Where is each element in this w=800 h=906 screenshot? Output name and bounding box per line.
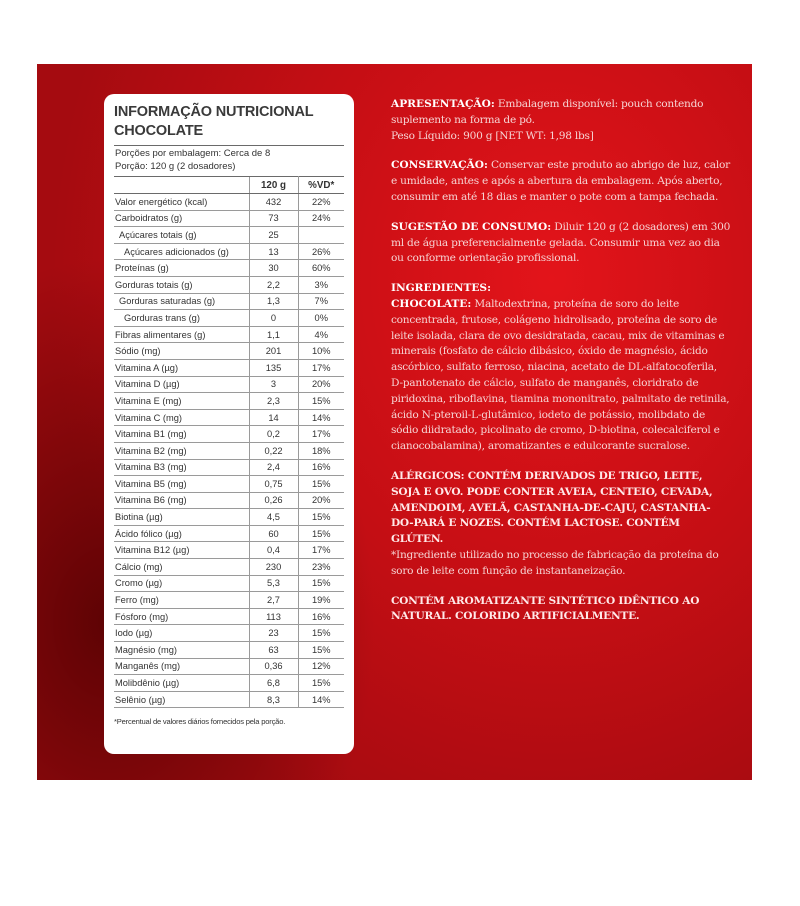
nutrient-dv: 14% — [298, 409, 344, 426]
nutrient-amount: 0,4 — [249, 542, 298, 559]
table-row — [114, 476, 344, 493]
nutrient-name: Biotina (µg) — [114, 509, 249, 526]
nutrient-dv: 4% — [298, 326, 344, 343]
label-panel — [37, 64, 752, 780]
nutrient-amount: 201 — [249, 343, 298, 360]
nutrient-dv: 15% — [298, 575, 344, 592]
table-row — [114, 210, 344, 227]
nutrient-name: Açúcares adicionados (g) — [114, 243, 249, 260]
nutrient-name: Vitamina B5 (mg) — [114, 476, 249, 493]
nutrient-dv: 15% — [298, 393, 344, 410]
table-row — [114, 310, 344, 327]
ingredients-text: Maltodextrina, proteína de soro do leite concentrada, frutose, colágeno hidrolisado, proteína de soro de leite isolada, clara de ovo desidratada, cacau, mix de vitaminas e minerais (fosfato de cálcio dibásico, óxido de magnésio, ácido ascórbico, sulfato ferroso, niacina, acetato de DL-alfatocoferila, D-pantotenato de cálcio, sulfato de manganês, cloridrato de piridoxina, riboflavina, tiamina mononitrato, palmitato de retinila, ácido N-pteroil-L-glutâmico, iodeto de potássio, molibdato de sódio diidratado, picolinato de cromo, D-biotina, colecalciferol e cianocobalamina), aromatizantes e edulcorante sucralose. — [391, 297, 730, 453]
table-row — [114, 459, 344, 476]
nutrient-dv: 17% — [298, 426, 344, 443]
servings-per-package: Porções por embalagem: Cerca de 8 — [115, 148, 271, 159]
allergens-text: ALÉRGICOS: CONTÉM DERIVADOS DE TRIGO, LEITE, SOJA E OVO. PODE CONTER AVEIA, CENTEIO, CEVADA, AMENDOIM, AVELÃ, CASTANHA-DE-CAJU, CASTANHA-DO-PARÁ E NOZES. CONTÉM LACTOSE. CONTÉM GLÚTEN. — [391, 469, 713, 546]
nutrient-name: Vitamina B6 (mg) — [114, 492, 249, 509]
nutrient-amount: 135 — [249, 359, 298, 376]
nutrient-amount: 0,75 — [249, 476, 298, 493]
table-row — [114, 243, 344, 260]
nutrition-table-body — [114, 194, 344, 708]
nutrient-name: Fibras alimentares (g) — [114, 326, 249, 343]
header-nutrient — [114, 177, 249, 194]
table-row — [114, 608, 344, 625]
table-header-row — [114, 177, 344, 194]
table-row — [114, 194, 344, 211]
table-row — [114, 393, 344, 410]
nutrient-name: Ferro (mg) — [114, 592, 249, 609]
nutrient-dv: 18% — [298, 442, 344, 459]
flavor-note: CONTÉM AROMATIZANTE SINTÉTICO IDÊNTICO AO NATURAL. COLORIDO ARTIFICIALMENTE. — [391, 594, 700, 623]
conservation-label: CONSERVAÇÃO: — [391, 159, 488, 172]
nutrient-dv: 20% — [298, 376, 344, 393]
nutrient-amount: 8,3 — [249, 691, 298, 708]
table-row — [114, 642, 344, 659]
nutrient-amount: 4,5 — [249, 509, 298, 526]
nutrient-amount: 5,3 — [249, 575, 298, 592]
nutrient-name: Selênio (µg) — [114, 691, 249, 708]
nutrient-dv: 16% — [298, 459, 344, 476]
nutrient-amount: 230 — [249, 559, 298, 576]
table-row — [114, 509, 344, 526]
conservation-block — [391, 158, 731, 205]
table-row — [114, 260, 344, 277]
table-row — [114, 525, 344, 542]
nutrient-amount: 2,4 — [249, 459, 298, 476]
table-row — [114, 492, 344, 509]
nutrient-dv: 23% — [298, 559, 344, 576]
nutrient-amount: 0,22 — [249, 442, 298, 459]
nutrient-dv: 0% — [298, 310, 344, 327]
nutrient-name: Vitamina D (µg) — [114, 376, 249, 393]
table-row — [114, 409, 344, 426]
nutrient-amount: 73 — [249, 210, 298, 227]
nutrient-name: Magnésio (mg) — [114, 642, 249, 659]
nutrient-name: Gorduras trans (g) — [114, 310, 249, 327]
nutrient-dv: 15% — [298, 509, 344, 526]
nutrient-name: Valor energético (kcal) — [114, 194, 249, 211]
presentation-block — [391, 97, 731, 144]
nutrient-amount: 14 — [249, 409, 298, 426]
nutrient-dv: 24% — [298, 210, 344, 227]
suggestion-label: SUGESTÃO DE CONSUMO: — [391, 220, 552, 233]
table-row — [114, 675, 344, 692]
table-row — [114, 658, 344, 675]
ingredients-label: INGREDIENTES: — [391, 282, 491, 295]
presentation-label: APRESENTAÇÃO: — [391, 98, 495, 110]
flavor-note-block — [391, 594, 731, 626]
nutrient-amount: 2,7 — [249, 592, 298, 609]
suggestion-text: Diluir 120 g (2 dosadores) em 300 ml de água preferencialmente gelada. Consumir uma vez ao dia ou conforme orientação profissional. — [391, 220, 731, 265]
nutrient-dv: 19% — [298, 592, 344, 609]
nutrition-table — [114, 176, 344, 708]
nutrient-name: Ácido fólico (µg) — [114, 525, 249, 542]
header-dv: %VD* — [298, 177, 344, 194]
allergens-block — [391, 469, 731, 580]
net-weight: Peso Líquido: 900 g [NET WT: 1,98 lbs] — [391, 129, 594, 142]
nutrient-dv: 22% — [298, 194, 344, 211]
nutrient-amount: 2,3 — [249, 393, 298, 410]
ingredients-block — [391, 281, 731, 455]
nutrient-dv: 14% — [298, 691, 344, 708]
nutrient-name: Vitamina B3 (mg) — [114, 459, 249, 476]
nutrient-name: Cromo (µg) — [114, 575, 249, 592]
table-row — [114, 426, 344, 443]
nutrient-dv: 16% — [298, 608, 344, 625]
nutrient-name: Vitamina C (mg) — [114, 409, 249, 426]
nutrient-name: Açúcares totais (g) — [114, 227, 249, 244]
nutrient-dv: 7% — [298, 293, 344, 310]
nutrient-name: Sódio (mg) — [114, 343, 249, 360]
table-row — [114, 625, 344, 642]
nutrient-name: Vitamina A (µg) — [114, 359, 249, 376]
nutrient-dv: 17% — [298, 359, 344, 376]
nutrient-name: Vitamina B2 (mg) — [114, 442, 249, 459]
nutrient-name: Fósforo (mg) — [114, 608, 249, 625]
table-row — [114, 542, 344, 559]
product-info-column — [391, 97, 731, 639]
nutrition-title: INFORMAÇÃO NUTRICIONAL — [114, 104, 314, 120]
header-amount: 120 g — [249, 177, 298, 194]
nutrient-name: Vitamina B12 (µg) — [114, 542, 249, 559]
nutrient-dv: 20% — [298, 492, 344, 509]
table-row — [114, 227, 344, 244]
nutrient-amount: 1,1 — [249, 326, 298, 343]
nutrient-dv: 15% — [298, 625, 344, 642]
nutrient-name: Iodo (µg) — [114, 625, 249, 642]
presentation-text: Embalagem disponível: pouch contendo suplemento na forma de pó. — [391, 98, 704, 126]
flavor-title: CHOCOLATE — [114, 123, 203, 139]
nutrient-amount: 60 — [249, 525, 298, 542]
nutrient-amount: 0,36 — [249, 658, 298, 675]
nutrient-name: Manganês (mg) — [114, 658, 249, 675]
nutrient-dv: 17% — [298, 542, 344, 559]
nutrient-amount: 63 — [249, 642, 298, 659]
nutrient-name: Vitamina E (mg) — [114, 393, 249, 410]
nutrient-amount: 25 — [249, 227, 298, 244]
table-row — [114, 343, 344, 360]
nutrient-dv: 15% — [298, 476, 344, 493]
table-row — [114, 376, 344, 393]
table-row — [114, 276, 344, 293]
nutrient-dv: 10% — [298, 343, 344, 360]
nutrient-name: Gorduras totais (g) — [114, 276, 249, 293]
nutrient-amount: 1,3 — [249, 293, 298, 310]
nutrient-name: Molibdênio (µg) — [114, 675, 249, 692]
nutrient-dv: 15% — [298, 642, 344, 659]
nutrient-amount: 113 — [249, 608, 298, 625]
table-row — [114, 293, 344, 310]
table-row — [114, 326, 344, 343]
nutrient-amount: 23 — [249, 625, 298, 642]
table-row — [114, 559, 344, 576]
nutrient-amount: 0,2 — [249, 426, 298, 443]
nutrient-name: Cálcio (mg) — [114, 559, 249, 576]
title-rule — [114, 145, 344, 146]
nutrient-amount: 2,2 — [249, 276, 298, 293]
nutrient-amount: 0,26 — [249, 492, 298, 509]
nutrient-amount: 0 — [249, 310, 298, 327]
nutrient-dv: 12% — [298, 658, 344, 675]
nutrition-facts-card — [104, 94, 354, 754]
nutrient-dv: 3% — [298, 276, 344, 293]
table-row — [114, 442, 344, 459]
suggestion-block — [391, 220, 731, 267]
nutrient-amount: 30 — [249, 260, 298, 277]
chocolate-label: CHOCOLATE: — [391, 297, 472, 310]
nutrient-dv — [298, 227, 344, 244]
nutrient-amount: 3 — [249, 376, 298, 393]
nutrition-footnote: *Percentual de valores diários fornecidos pela porção. — [114, 717, 286, 727]
nutrient-name: Gorduras saturadas (g) — [114, 293, 249, 310]
nutrient-dv: 26% — [298, 243, 344, 260]
nutrient-name: Carboidratos (g) — [114, 210, 249, 227]
table-row — [114, 359, 344, 376]
nutrient-amount: 13 — [249, 243, 298, 260]
conservation-text: Conservar este produto ao abrigo de luz, calor e umidade, antes e após a abertura da embalagem. Após aberto, consumir em até 18 dias e manter o pote com a tampa fechada. — [391, 159, 730, 203]
nutrient-name: Proteínas (g) — [114, 260, 249, 277]
nutrient-name: Vitamina B1 (mg) — [114, 426, 249, 443]
nutrient-amount: 432 — [249, 194, 298, 211]
nutrient-dv: 60% — [298, 260, 344, 277]
serving-size: Porção: 120 g (2 dosadores) — [115, 161, 236, 172]
table-row — [114, 592, 344, 609]
nutrient-dv: 15% — [298, 525, 344, 542]
nutrient-dv: 15% — [298, 675, 344, 692]
table-row — [114, 575, 344, 592]
ingredient-note: *Ingrediente utilizado no processo de fabricação da proteína do soro de leite com função de instantaneização. — [391, 548, 719, 577]
table-row — [114, 691, 344, 708]
nutrient-amount: 6,8 — [249, 675, 298, 692]
